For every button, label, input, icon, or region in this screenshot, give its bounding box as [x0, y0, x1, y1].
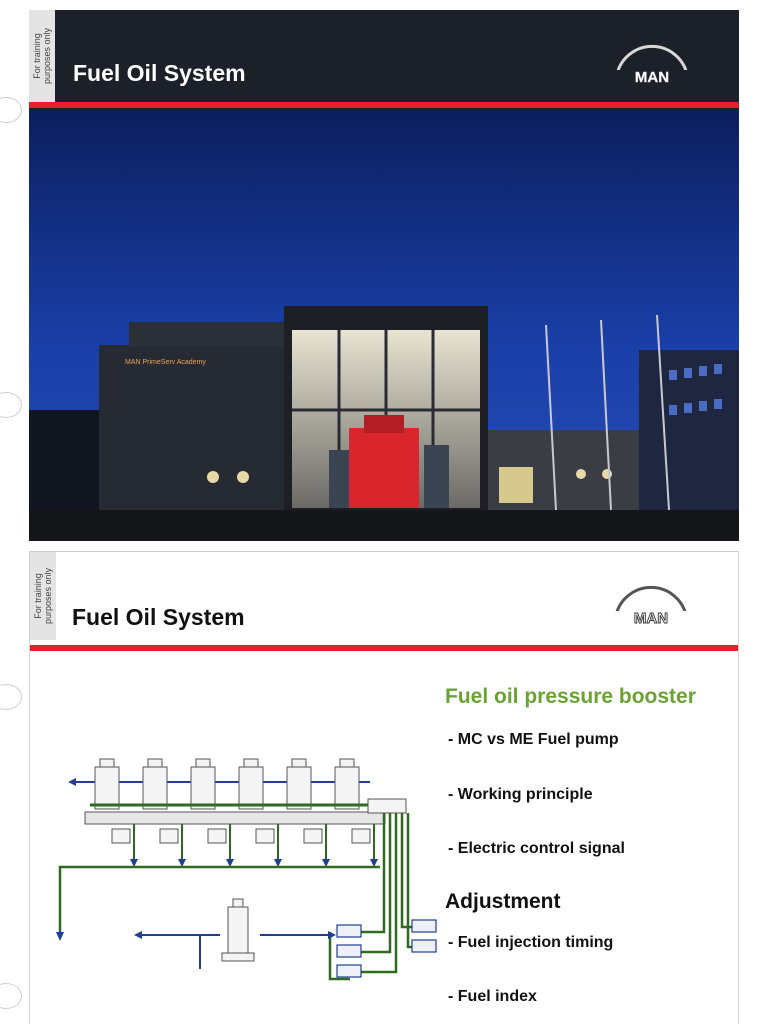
building-sign: MAN PrimeServ Academy	[125, 359, 206, 366]
binder-hole	[0, 983, 22, 1009]
binder-hole	[0, 97, 22, 123]
binder-hole	[0, 392, 22, 418]
bullet-item: - Fuel index	[448, 988, 537, 1005]
fuel-system-diagram	[50, 747, 440, 987]
training-tag	[29, 10, 55, 102]
slide-title: Fuel Oil System	[73, 60, 246, 86]
section-heading: Fuel oil pressure booster	[445, 685, 696, 708]
slide-title: Fuel Oil System	[72, 604, 245, 630]
training-tag-text: For training purposes only	[32, 27, 52, 85]
adjustment-heading: Adjustment	[445, 890, 561, 913]
slide-photo	[29, 10, 739, 541]
logo-text: MAN	[634, 69, 670, 86]
training-tag-text: For training purposes only	[33, 567, 53, 625]
bullet-item: - MC vs ME Fuel pump	[448, 731, 619, 748]
bullet-item: - Electric control signal	[448, 840, 625, 857]
training-tag	[30, 552, 56, 640]
slide-fuel-booster	[29, 551, 739, 1024]
red-divider	[29, 102, 739, 108]
red-divider	[30, 645, 738, 651]
man-logo	[607, 34, 697, 86]
bullet-item: - Working principle	[448, 786, 593, 803]
bullet-item: - Fuel injection timing	[448, 934, 614, 951]
binder-hole	[0, 684, 22, 710]
man-logo	[606, 575, 696, 627]
academy-building-photo	[29, 110, 739, 541]
logo-text: MAN	[633, 610, 669, 627]
